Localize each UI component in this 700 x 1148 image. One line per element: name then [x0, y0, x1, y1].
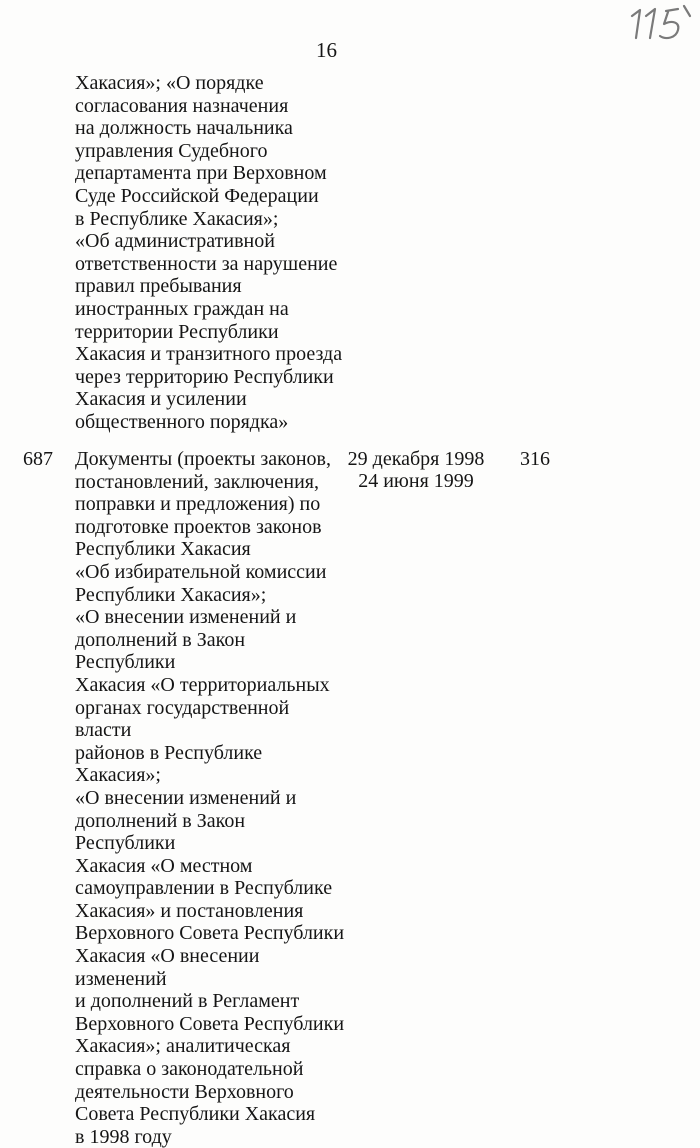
date-end: 24 июня 1999 — [358, 470, 474, 492]
date-start: 29 декабря 1998 — [347, 448, 485, 470]
continued-entry-text: Хакасия»; «О порядке согласования назначения на должность начальника управления Судебного департамента при Верховном Суде Российской Федерации в Республике Хакасия»; «Об административной ответственности за нарушение правил пребывания иностранных граждан на территории Республики Хакасия и транзитного проезда через территорию Республики Хакасия и усилении общественного порядка» — [75, 72, 343, 433]
sheet-count: 316 — [520, 448, 550, 470]
page-number: 16 — [316, 38, 337, 62]
entry-title: Документы (проекты законов, постановлений, заключения, поправки и предложения) по подготовке проектов законов Республики Хакасия «Об избирательной комиссии Республики Хакасия»; «О внесении изменений и дополнений в Закон Республики Хакасия «О территориальных органах государственной власти районов в Республике Хакасия»; «О внесении изменений и дополнений в Закон Республики Хакасия «О местном самоуправлении в Республике Хакасия» и постановления Верховного Совета Республики Хакасия «О внесении изменений и дополнений в Регламент Верховного Совета Республики Хакасия»; аналитическая справка о законодательной деятельности Верховного Совета Республики Хакасия в 1998 году — [75, 448, 345, 1148]
entry-dates — [343, 448, 489, 492]
entry-number: 687 — [23, 448, 53, 470]
handwritten-folio-number — [628, 4, 694, 46]
